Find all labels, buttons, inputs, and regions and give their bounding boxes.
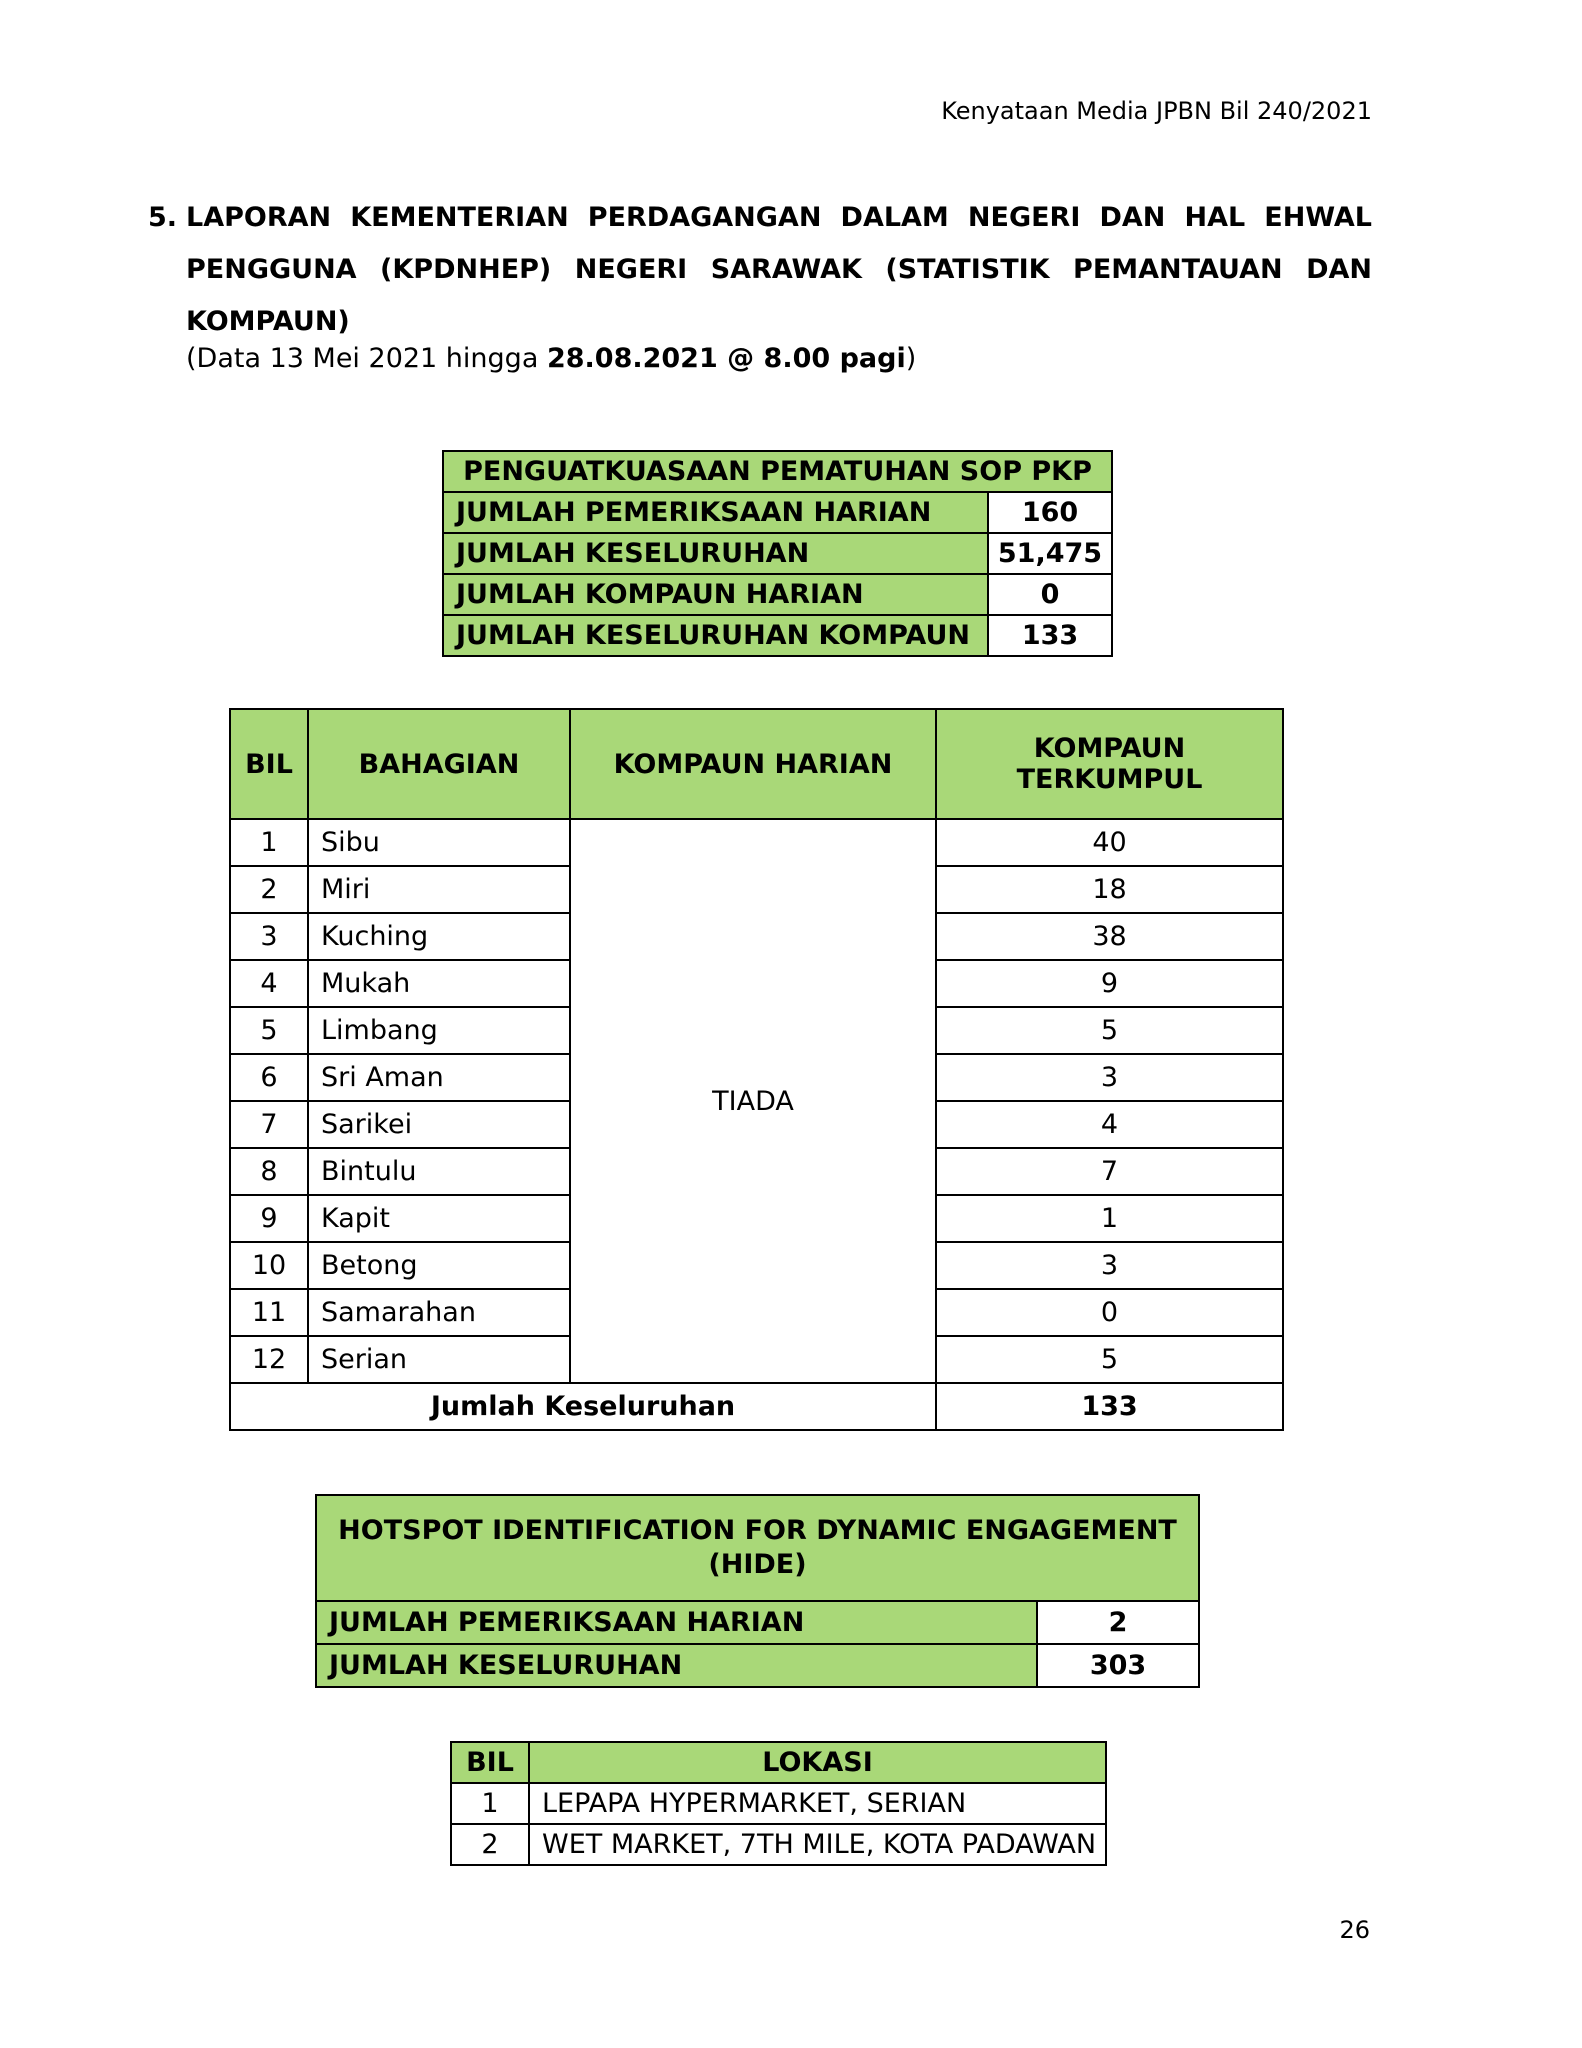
total-value: 133 bbox=[936, 1383, 1283, 1430]
header-bil: BIL bbox=[230, 709, 308, 819]
row-bil: 4 bbox=[230, 960, 308, 1007]
sop-row-value: 51,475 bbox=[988, 533, 1112, 574]
kompaun-harian-merged: TIADA bbox=[570, 819, 936, 1383]
section-title: LAPORAN KEMENTERIAN PERDAGANGAN DALAM NEGERI DAN HAL EHWAL PENGGUNA (KPDNHEP) NEGERI SARAWAK (STATISTIK PEMANTAUAN DAN KOMPAUN) bbox=[186, 202, 1372, 337]
sop-row-label: JUMLAH PEMERIKSAAN HARIAN bbox=[443, 492, 988, 533]
row-bahagian: Sarikei bbox=[308, 1101, 570, 1148]
table-row bbox=[443, 533, 1112, 574]
row-bil: 6 bbox=[230, 1054, 308, 1101]
row-bahagian: Serian bbox=[308, 1336, 570, 1383]
header-lokasi: LOKASI bbox=[529, 1742, 1106, 1783]
row-bahagian: Sibu bbox=[308, 819, 570, 866]
row-terkumpul: 5 bbox=[936, 1007, 1283, 1054]
hide-title-line1: HOTSPOT IDENTIFICATION FOR DYNAMIC ENGAGEMENT bbox=[338, 1515, 1177, 1546]
table-row bbox=[230, 819, 1283, 866]
row-bahagian: Samarahan bbox=[308, 1289, 570, 1336]
hide-title-line2: (HIDE) bbox=[708, 1549, 807, 1580]
row-lokasi: LEPAPA HYPERMARKET, SERIAN bbox=[529, 1783, 1106, 1824]
sop-pkp-table bbox=[442, 450, 1113, 657]
sop-row-value: 133 bbox=[988, 615, 1112, 656]
row-bahagian: Betong bbox=[308, 1242, 570, 1289]
row-terkumpul: 3 bbox=[936, 1054, 1283, 1101]
row-bil: 3 bbox=[230, 913, 308, 960]
table-row bbox=[316, 1644, 1199, 1687]
table-row bbox=[443, 615, 1112, 656]
table-row bbox=[316, 1601, 1199, 1644]
header-bahagian: BAHAGIAN bbox=[308, 709, 570, 819]
row-bahagian: Limbang bbox=[308, 1007, 570, 1054]
date-suffix: ) bbox=[905, 343, 917, 374]
header-kompaun-harian: KOMPAUN HARIAN bbox=[570, 709, 936, 819]
hide-row-label: JUMLAH PEMERIKSAAN HARIAN bbox=[316, 1601, 1037, 1644]
row-bil: 9 bbox=[230, 1195, 308, 1242]
table-row bbox=[451, 1783, 1106, 1824]
kompaun-table bbox=[229, 708, 1284, 1431]
table-header-row bbox=[451, 1742, 1106, 1783]
row-terkumpul: 40 bbox=[936, 819, 1283, 866]
row-bil: 2 bbox=[451, 1824, 529, 1865]
hide-row-label: JUMLAH KESELURUHAN bbox=[316, 1644, 1037, 1687]
row-terkumpul: 3 bbox=[936, 1242, 1283, 1289]
lokasi-table bbox=[450, 1741, 1107, 1866]
row-terkumpul: 38 bbox=[936, 913, 1283, 960]
row-terkumpul: 7 bbox=[936, 1148, 1283, 1195]
row-bahagian: Miri bbox=[308, 866, 570, 913]
section-heading bbox=[148, 192, 1372, 348]
table-header-row bbox=[230, 709, 1283, 819]
hide-table bbox=[315, 1494, 1200, 1688]
row-bahagian: Kuching bbox=[308, 913, 570, 960]
table-row bbox=[443, 492, 1112, 533]
header-bil: BIL bbox=[451, 1742, 529, 1783]
hide-table-title bbox=[316, 1495, 1199, 1601]
row-bahagian: Kapit bbox=[308, 1195, 570, 1242]
row-terkumpul: 5 bbox=[936, 1336, 1283, 1383]
sop-table-title: PENGUATKUASAAN PEMATUHAN SOP PKP bbox=[443, 451, 1112, 492]
row-bahagian: Mukah bbox=[308, 960, 570, 1007]
row-bahagian: Sri Aman bbox=[308, 1054, 570, 1101]
header-kompaun-terkumpul: KOMPAUN TERKUMPUL bbox=[936, 709, 1283, 819]
row-terkumpul: 18 bbox=[936, 866, 1283, 913]
row-bil: 1 bbox=[230, 819, 308, 866]
row-bil: 12 bbox=[230, 1336, 308, 1383]
page-number: 26 bbox=[1339, 1916, 1370, 1944]
hide-row-value: 303 bbox=[1037, 1644, 1199, 1687]
date-bold: 28.08.2021 @ 8.00 pagi bbox=[546, 343, 906, 374]
date-prefix: (Data 13 Mei 2021 hingga bbox=[186, 343, 547, 374]
row-terkumpul: 0 bbox=[936, 1289, 1283, 1336]
total-label: Jumlah Keseluruhan bbox=[230, 1383, 936, 1430]
table-row bbox=[443, 574, 1112, 615]
section-number: 5. bbox=[148, 202, 178, 233]
sop-row-label: JUMLAH KOMPAUN HARIAN bbox=[443, 574, 988, 615]
document-reference: Kenyataan Media JPBN Bil 240/2021 bbox=[941, 97, 1372, 125]
row-bil: 2 bbox=[230, 866, 308, 913]
table-row bbox=[451, 1824, 1106, 1865]
row-bil: 7 bbox=[230, 1101, 308, 1148]
hide-row-value: 2 bbox=[1037, 1601, 1199, 1644]
row-bahagian: Bintulu bbox=[308, 1148, 570, 1195]
row-lokasi: WET MARKET, 7TH MILE, KOTA PADAWAN bbox=[529, 1824, 1106, 1865]
row-terkumpul: 4 bbox=[936, 1101, 1283, 1148]
row-bil: 8 bbox=[230, 1148, 308, 1195]
date-range bbox=[186, 343, 916, 374]
row-bil: 5 bbox=[230, 1007, 308, 1054]
row-bil: 1 bbox=[451, 1783, 529, 1824]
sop-row-label: JUMLAH KESELURUHAN bbox=[443, 533, 988, 574]
sop-row-value: 0 bbox=[988, 574, 1112, 615]
row-bil: 11 bbox=[230, 1289, 308, 1336]
row-terkumpul: 9 bbox=[936, 960, 1283, 1007]
row-bil: 10 bbox=[230, 1242, 308, 1289]
sop-row-value: 160 bbox=[988, 492, 1112, 533]
row-terkumpul: 1 bbox=[936, 1195, 1283, 1242]
table-total-row bbox=[230, 1383, 1283, 1430]
sop-row-label: JUMLAH KESELURUHAN KOMPAUN bbox=[443, 615, 988, 656]
